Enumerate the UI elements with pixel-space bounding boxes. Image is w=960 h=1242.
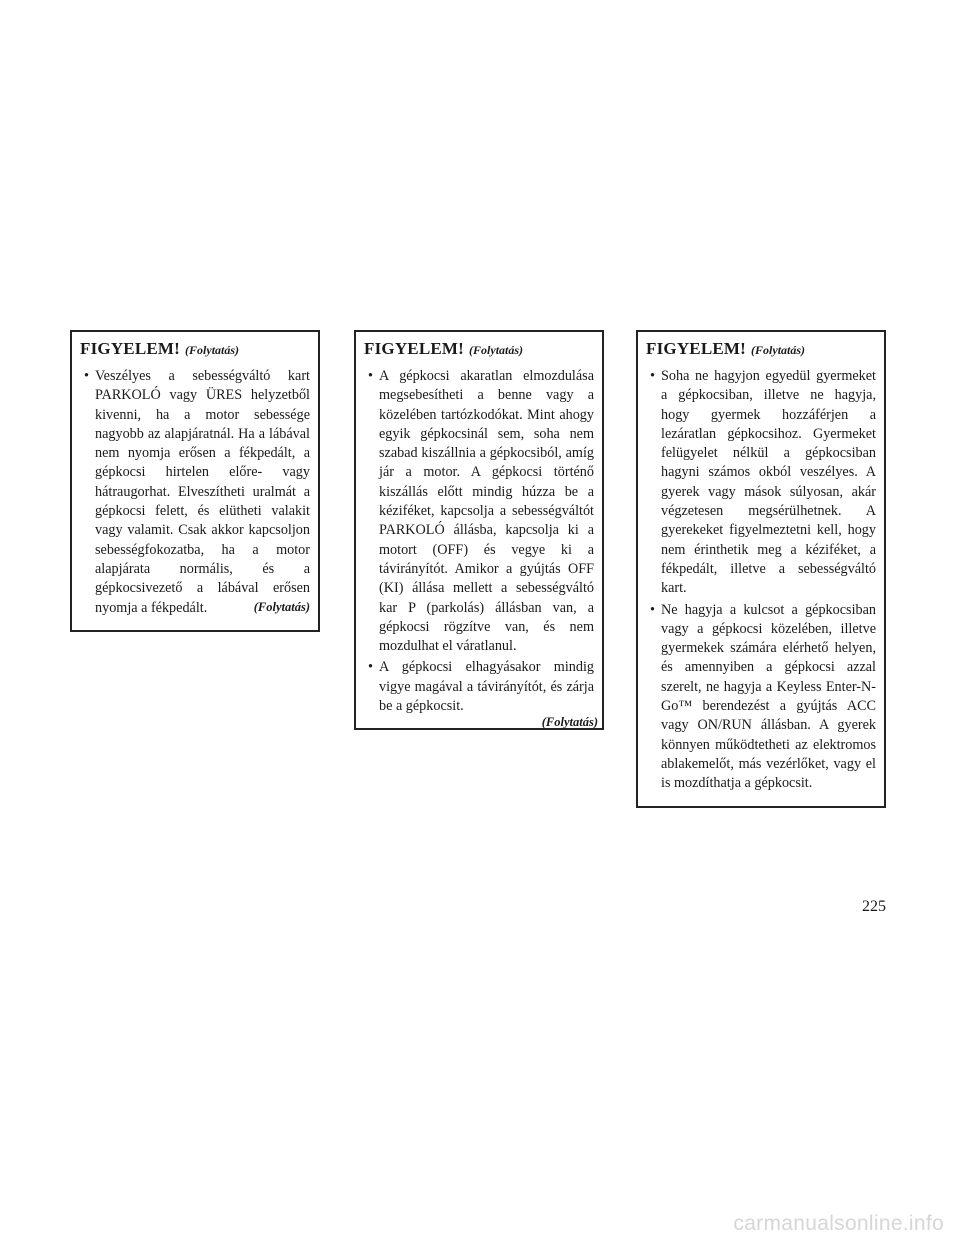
watermark: carmanualsonline.info	[733, 1212, 944, 1235]
warning-header	[80, 338, 310, 361]
continuation-label: (Folytatás)	[751, 343, 806, 357]
list-item: • A gépkocsi elhagyásakor mindig vigye magával a távirányítót, és zárja be a gépkocsit.	[364, 658, 594, 716]
list-item: • Soha ne hagyjon egyedül gyermeket a gépkocsiban, illetve ne hagyja, hogy gyermek hozzáférjen a lezáratlan gépkocsihoz. Gyermeket felügyelet nélkül a gépkocsiban hagyni számos okból veszélyes. A gyerek vagy mások súlyosan, akár végzetesen megsérülhetnek. A gyerekeket figyelmeztetni kell, hogy nem érinthetik meg a kéziféket, a fékpedált, illetve a sebességváltó kart.	[646, 367, 876, 599]
warning-title: FIGYELEM!	[646, 339, 747, 358]
warning-list	[646, 367, 876, 794]
warning-box-2	[354, 330, 604, 730]
warning-list	[80, 367, 310, 618]
page-number: 225	[862, 898, 886, 915]
list-item: • Ne hagyja a kulcsot a gépkocsiban vagy a gépkocsi közelében, illetve gyermekek számára elérhető helyen, és amennyiben a gépkocsi azzal szerelt, ne hagyja a Keyless Enter-N-Go™ berendezést a gyújtás ACC vagy ON/RUN állásban. A gyerek könnyen működtetheti az elektromos ablakemelőt, más vezérlőket, vagy el is mozdíthatja a gépkocsit.	[646, 601, 876, 794]
continued-note-2: (Folytatás)	[541, 715, 598, 729]
continuation-label: (Folytatás)	[185, 343, 240, 357]
warning-header	[364, 338, 594, 361]
continuation-label: (Folytatás)	[469, 343, 524, 357]
warning-header	[646, 338, 876, 361]
warning-box-3	[636, 330, 886, 808]
warning-list	[364, 367, 594, 716]
list-item: • A gépkocsi akaratlan elmozdulása megsebesítheti a benne vagy a közelében tartózkodókat. Mint ahogy egyik gépkocsinál sem, soha nem szabad kiszállnia a gépkocsiból, amíg jár a motor. A gépkocsi történő kiszállás előtt mindig húzza be a kéziféket, kapcsolja a sebességváltót PARKOLÓ állásba, kapcsolja ki a motort (OFF) és vegye ki a távirányítót. Amikor a gyújtás OFF (KI) állása mellett a sebességváltó kar P (parkolás) állásban van, a gépkocsi rögzítve van, és nem mozdulhat el váratlanul.	[364, 367, 594, 656]
warning-title: FIGYELEM!	[364, 339, 465, 358]
continued-note-1: (Folytatás)	[253, 600, 310, 614]
warning-title: FIGYELEM!	[80, 339, 181, 358]
list-item: • Veszélyes a sebességváltó kart PARKOLÓ vagy ÜRES helyzetből kivenni, ha a motor sebessége nagyobb az alapjáratnál. Ha a lábával nem nyomja erősen a fékpedált, a gépkocsi hirtelen előre- vagy hátraugorhat. Elveszítheti uralmát a gépkocsi felett, és elütheti valakit vagy valamit. Csak akkor kapcsoljon sebességfokozatba, ha a motor alapjárata normális, és a gépkocsivezető a lábával erősen nyomja a fékpedált.	[80, 367, 310, 618]
warning-box-1	[70, 330, 320, 632]
